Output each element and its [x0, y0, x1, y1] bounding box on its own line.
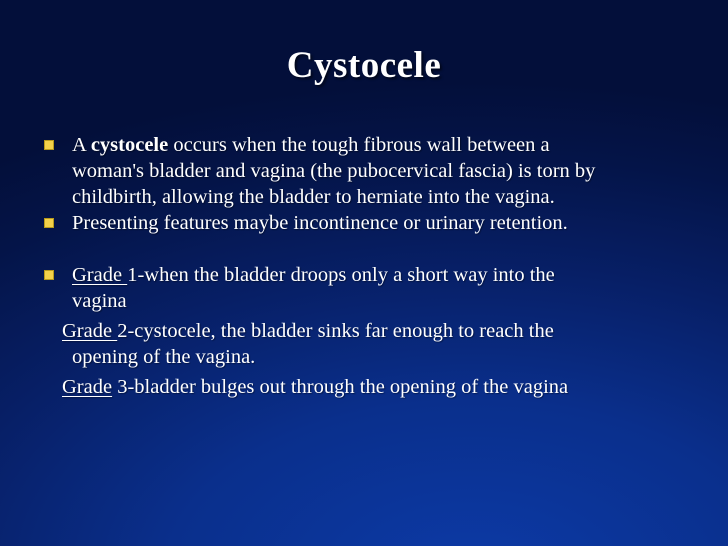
term-cystocele: cystocele [90, 134, 169, 156]
square-bullet-icon [44, 270, 54, 280]
text-prefix: A [72, 134, 91, 156]
slide-body [38, 132, 714, 400]
bullet-presenting-features-text: Presenting features maybe incontinence or urinary retention. [72, 212, 568, 234]
text-line: occurs when the tough fibrous wall between a [168, 134, 550, 156]
grade-1-text: 1-when the bladder droops only a short way into the [127, 264, 555, 286]
spacer [38, 236, 714, 262]
grade-2-line2: opening of the vagina. [72, 346, 256, 368]
grade-1-line2: vagina [72, 290, 127, 312]
grade-1-line1 [72, 262, 714, 288]
square-bullet-icon [44, 218, 54, 228]
grade-3-line1 [62, 374, 714, 400]
slide-title: Cystocele [286, 45, 442, 86]
bullet-definition-line1 [72, 132, 714, 158]
grade-1-label: Grade [72, 264, 128, 286]
grade-2-line1 [62, 318, 714, 344]
bullet-definition-line2: woman's bladder and vagina (the pubocervical fascia) is torn by [72, 160, 596, 182]
bullet-definition [38, 132, 714, 210]
square-bullet-icon [44, 140, 54, 150]
grade-2-label: Grade [62, 320, 118, 342]
bullet-definition-line3: childbirth, allowing the bladder to herniate into the vagina. [72, 186, 555, 208]
grade-2-text: 2-cystocele, the bladder sinks far enough to reach the [117, 320, 554, 342]
grade-3-text: 3-bladder bulges out through the opening of the vagina [112, 376, 569, 398]
grade-2-block [38, 318, 714, 370]
bullet-presenting-features [38, 210, 714, 236]
bullet-grade-1 [38, 262, 714, 314]
grade-3-block [38, 374, 714, 400]
grade-3-label: Grade [62, 376, 113, 398]
